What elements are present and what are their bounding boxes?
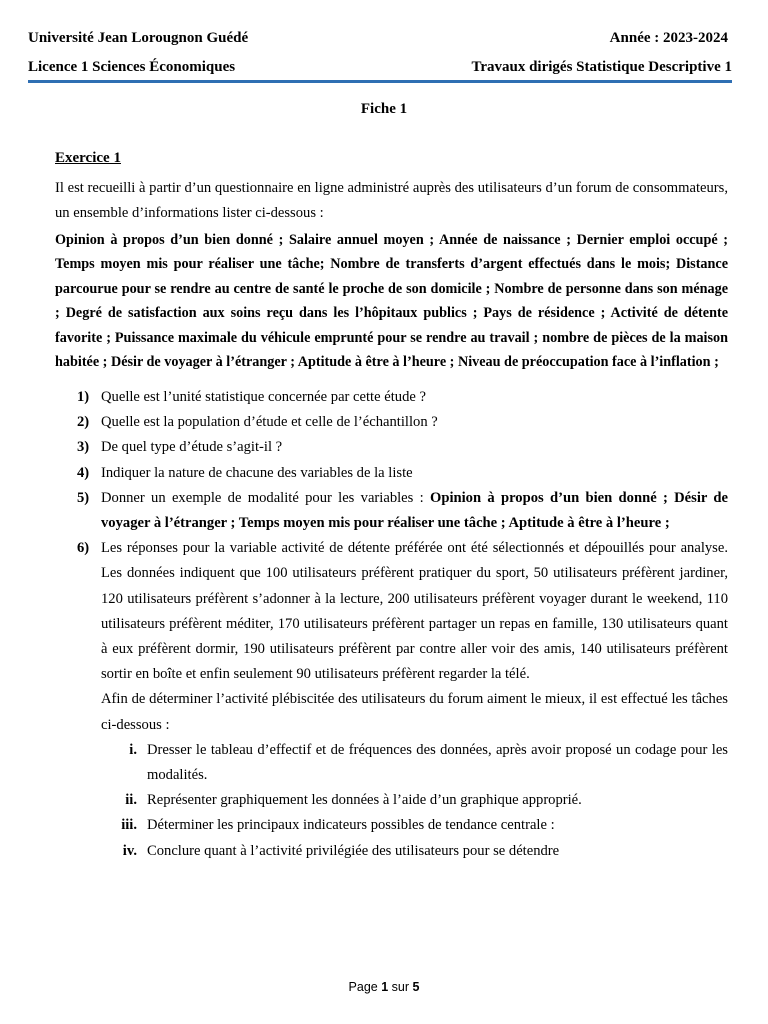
- question-text: Indiquer la nature de chacune des variables de la liste: [101, 464, 413, 481]
- total-pages: 5: [412, 980, 420, 994]
- question-text: Quelle est la population d’étude et celle de l’échantillon ?: [101, 414, 438, 431]
- question-item: [55, 486, 728, 536]
- question-variables: Opinion à propos d’un bien donné ; Désir de voyager à l’étranger ; Temps moyen mis pour réaliser une tâche ; Aptitude à être à l’heure ;: [101, 489, 728, 532]
- question-number: 1): [77, 389, 90, 405]
- exercise-title: Exercice 1: [55, 150, 121, 166]
- question-list: [55, 385, 728, 864]
- question-number: 5): [77, 489, 90, 506]
- course-name: Travaux dirigés Statistique Descriptive 1: [471, 59, 732, 75]
- task-text: Dresser le tableau d’effectif et de fréquences des données, après avoir proposé un codage pour les modalités.: [147, 741, 728, 784]
- question-text: De quel type d’étude s’agit-il ?: [101, 439, 283, 456]
- question-number: 3): [77, 439, 90, 456]
- task-number: i.: [129, 741, 137, 758]
- task-number: iii.: [121, 817, 137, 834]
- intro-paragraph: Il est recueilli à partir d’un questionnaire en ligne administré auprès des utilisateurs d’un forum de consommateurs, un ensemble d’informations lister ci-dessous :: [55, 180, 728, 221]
- sheet-title: Fiche 1: [360, 101, 408, 117]
- task-item: [101, 813, 728, 838]
- header-row-2: [28, 59, 732, 76]
- exercise-intro: [55, 176, 728, 374]
- task-item: [101, 738, 728, 788]
- question-item: [55, 410, 728, 435]
- current-page: 1: [381, 980, 389, 994]
- task-text: Représenter graphiquement les données à l’aide d’un graphique approprié.: [147, 792, 582, 809]
- header-divider: [28, 80, 732, 83]
- page-footer: [0, 980, 768, 994]
- question-item: [55, 385, 728, 410]
- question-item: [55, 435, 728, 460]
- question-number: 4): [77, 464, 90, 481]
- task-item: [101, 788, 728, 813]
- question-followup: Afin de déterminer l’activité plébiscitée des utilisateurs du forum aiment le mieux, il est effectué les tâches ci-dessous :: [101, 691, 728, 733]
- question-text: Les réponses pour la variable activité de détente préférée ont été sélectionnés et dépouillés pour analyse. Les données indiquent que 100 utilisateurs préfèrent pratiquer du sport, 50 utilisateurs préfèrent jardiner, 120 utilisateurs préfèrent s’adonner à la lecture, 200 utilisateurs préfèrent voyager durant le weekend, 110 utilisateurs préfèrent méditer, 170 utilisateurs préfèrent partager un repas en famille, 130 utilisateurs quant à eux préfèrent dormir, 190 utilisateurs préfèrent par contre aller voir des amis, 140 utilisateurs préfèrent sortir en boîte et enfin seulement 90 utilisateurs préfèrent regarder la télé.: [101, 540, 728, 683]
- academic-year: Année : 2023-2024: [609, 30, 728, 46]
- page-separator: sur: [391, 980, 410, 994]
- question-item: [55, 536, 728, 687]
- question-number: 2): [77, 414, 90, 431]
- university-name: Université Jean Lorougnon Guédé: [28, 30, 249, 46]
- question-number: 6): [77, 540, 90, 557]
- program-name: Licence 1 Sciences Économiques: [28, 59, 236, 75]
- variables-list: Opinion à propos d’un bien donné ; Salaire annuel moyen ; Année de naissance ; Dernier emploi occupé ; Temps moyen mis pour réaliser une tâche; Nombre de transferts d’argent effectués dans le mois; Distance parcourue pour se rendre au centre de santé le proche de son domicile ; Nombre de personne dans son ménage ; Degré de satisfaction aux soins reçu dans les l’hôpitaux publics ; Pays de résidence ; Activité de détente favorite ; Puissance maximale du véhicule emprunté pour se rendre au travail ; nombre de pièces de la maison habitée ; Désir de voyager à l’étranger ; Aptitude à être à l’heure ; Niveau de préoccupation face à l’inflation ;: [55, 232, 728, 371]
- task-item: [101, 839, 728, 864]
- question-item: [55, 461, 728, 486]
- header-row-1: [28, 30, 732, 47]
- task-number: iv.: [122, 842, 137, 859]
- question-text: Quelle est l’unité statistique concernée par cette étude ?: [101, 389, 426, 405]
- task-number: ii.: [125, 792, 137, 809]
- task-text: Conclure quant à l’activité privilégiée des utilisateurs pour se détendre: [147, 842, 560, 859]
- question-lead: Donner un exemple de modalité pour les variables :: [101, 489, 424, 506]
- page-prefix: Page: [348, 980, 378, 994]
- question-text: [101, 486, 728, 536]
- task-text: Déterminer les principaux indicateurs possibles de tendance centrale :: [147, 817, 555, 834]
